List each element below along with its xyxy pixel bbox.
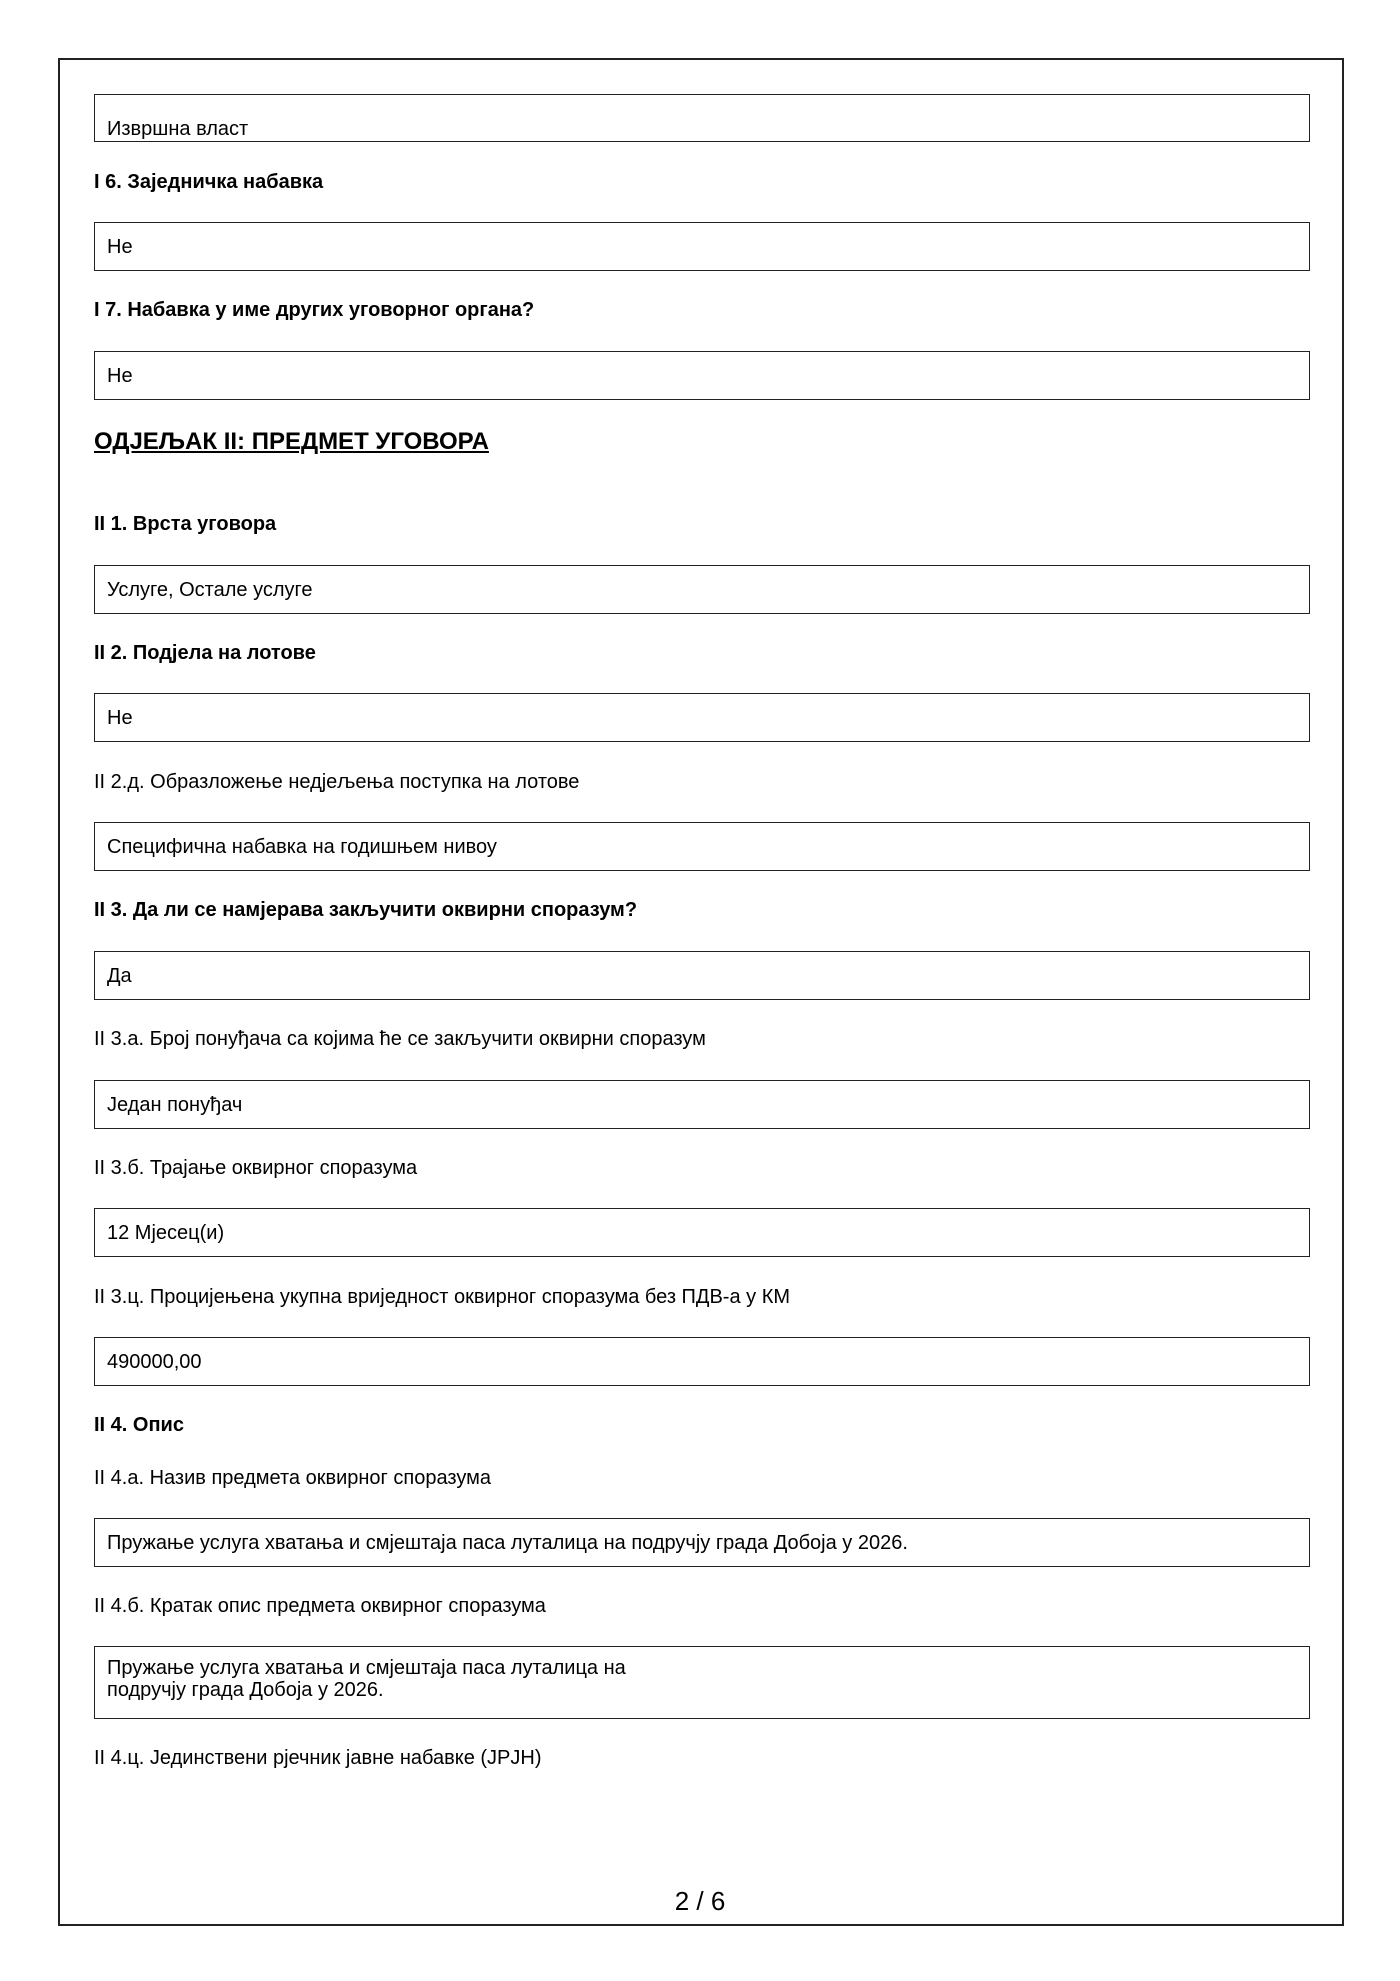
i7-label: I 7. Набавка у име других уговорног органа? [94,299,535,321]
ii2d-label: II 2.д. Образложење недјељења поступка на лотове [94,771,580,793]
i6-label: I 6. Заједничка набавка [94,171,324,193]
ii4a-label: II 4.а. Назив предмета оквирног споразума [94,1467,491,1489]
ii2d-value: Специфична набавка на годишњем нивоу [107,835,497,858]
i5-value-box [94,94,1310,142]
ii3b-value-box [94,1208,1310,1257]
ii3b-label: II 3.б. Трајање оквирног споразума [94,1157,418,1179]
ii3-value: Да [107,964,132,987]
ii4a-value-box [94,1518,1310,1567]
ii1-value: Услуге, Остале услуге [107,578,313,601]
i5-value: Извршна власт [107,118,249,140]
ii4c-label: II 4.ц. Јединствени рјечник јавне набавке (JPJH) [94,1747,542,1769]
ii1-value-box [94,565,1310,614]
ii4b-value-line-2: подручју града Добоја у 2026. [107,1679,384,1701]
ii3a-value-box [94,1080,1310,1129]
i7-value: Не [107,364,133,387]
ii2-value-box [94,693,1310,742]
ii2-label: II 2. Подјела на лотове [94,642,316,664]
page-number: 2 / 6 [674,1886,726,1916]
ii3c-label: II 3.ц. Процијењена укупна вриједност оквирног споразума без ПДВ-а у КМ [94,1286,791,1308]
ii4-label: II 4. Опис [94,1414,184,1436]
ii2-value: Не [107,706,133,729]
ii3c-value: 490000,00 [107,1350,202,1373]
ii3-value-box [94,951,1310,1000]
ii4a-value: Пружање услуга хватања и смјештаја паса луталица на подручју града Добоја у 2026. [107,1531,908,1554]
i6-value: Не [107,235,133,258]
ii2d-value-box [94,822,1310,871]
i6-value-box [94,222,1310,271]
section-2-heading: ОДЈЕЉАК II: ПРЕДМЕТ УГОВОРА [94,428,489,455]
i7-value-box [94,351,1310,400]
ii3a-value: Један понуђач [107,1093,243,1116]
ii1-label: II 1. Врста уговора [94,513,277,535]
ii3-label: II 3. Да ли се намјерава закључити оквирни споразум? [94,899,638,921]
ii3b-value: 12 Мјесец(и) [107,1221,225,1244]
ii3a-label: II 3.а. Број понуђача са којима ће се закључити оквирни споразум [94,1028,706,1050]
ii4b-value-line-1: Пружање услуга хватања и смјештаја паса луталица на [107,1657,626,1679]
ii3c-value-box [94,1337,1310,1386]
ii4b-label: II 4.б. Кратак опис предмета оквирног споразума [94,1595,546,1617]
ii4b-value-box [94,1646,1310,1719]
